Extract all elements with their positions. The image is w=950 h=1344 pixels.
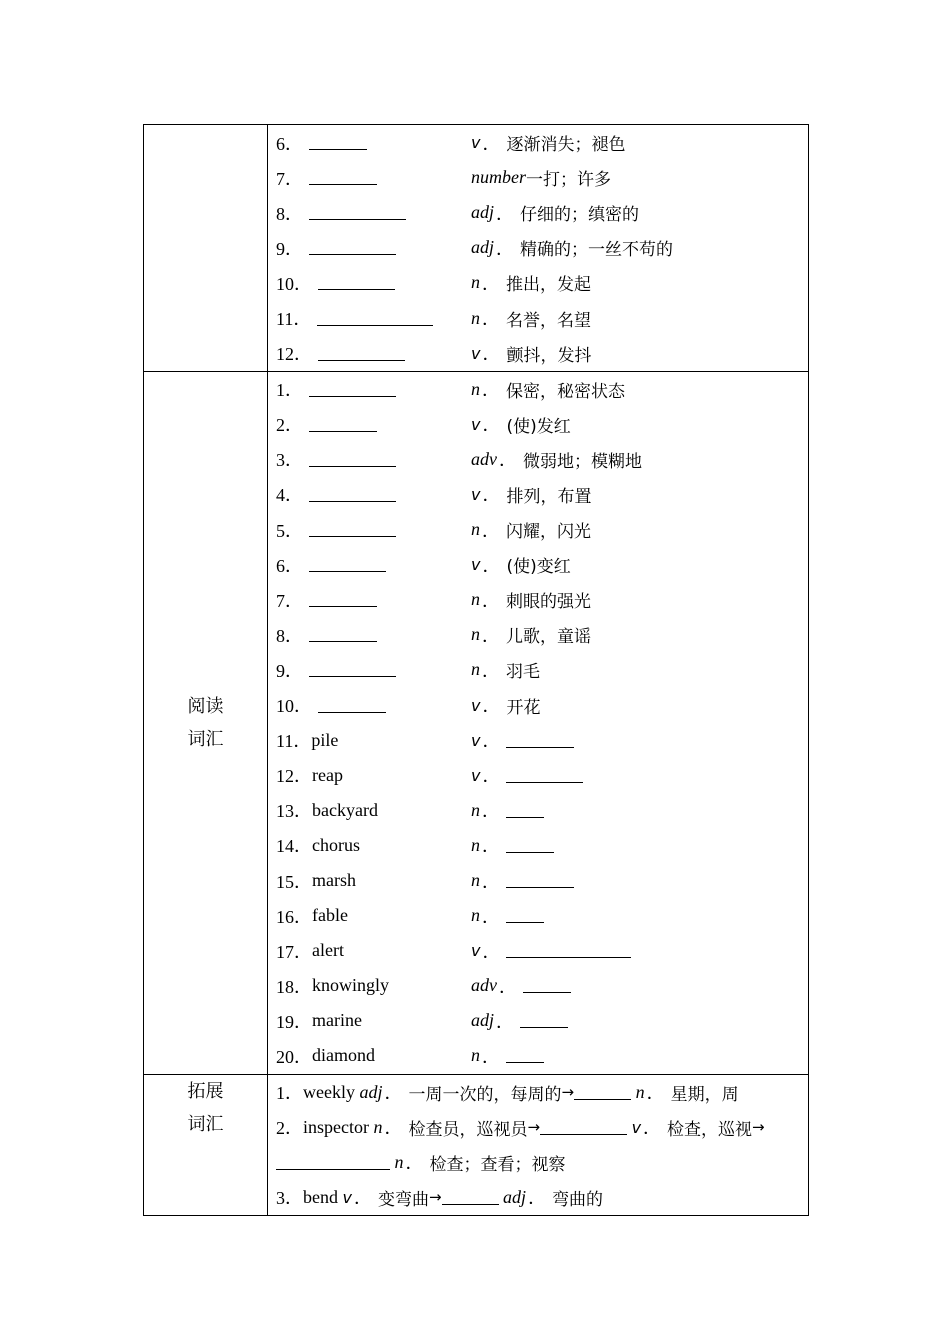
- pos-label: n: [471, 378, 480, 399]
- answer-blank[interactable]: [506, 733, 574, 748]
- item-number: 12．: [276, 344, 312, 365]
- ext-line-2: 2． inspector n ． 检查员，巡视员 → v ． 检查，巡视 →: [276, 1110, 808, 1145]
- section-label: [144, 372, 268, 1074]
- item-word: bend: [303, 1186, 338, 1207]
- answer-blank[interactable]: [309, 240, 396, 255]
- answer-blank[interactable]: [318, 698, 386, 713]
- item-word: pile: [311, 729, 339, 750]
- word-cell: [276, 727, 471, 753]
- answer-blank[interactable]: [309, 557, 386, 572]
- word-cell: [276, 973, 471, 999]
- vocab-row: 13． backyard n ．: [276, 793, 808, 828]
- meaning: 变弯曲: [377, 1189, 429, 1210]
- arrow-icon: →: [428, 1188, 442, 1207]
- vocab-row: 7． n ． 刺眼的强光: [276, 582, 808, 617]
- answer-blank[interactable]: [309, 452, 396, 467]
- answer-blank[interactable]: [309, 205, 406, 220]
- answer-blank[interactable]: [309, 170, 377, 185]
- answer-blank[interactable]: [506, 943, 631, 958]
- meaning: 微弱地；模糊地: [523, 451, 642, 472]
- meaning: 一周一次的，每周的: [408, 1084, 562, 1105]
- item-number: 6．: [276, 555, 303, 576]
- item-number: 6．: [276, 133, 303, 154]
- item-word: marsh: [312, 870, 356, 891]
- word-cell: [276, 517, 471, 543]
- pos-label: n: [471, 624, 480, 645]
- section-continued: [144, 125, 808, 371]
- meaning: 精确的；一丝不苟的: [520, 240, 674, 261]
- meaning: 检查，巡视: [667, 1119, 753, 1140]
- section-label: [144, 1075, 268, 1215]
- pos-label: adj: [503, 1186, 527, 1207]
- word-cell: [276, 657, 471, 683]
- item-word: knowingly: [312, 975, 390, 996]
- meaning: 闪耀，闪光: [506, 522, 591, 543]
- item-number: 3．: [276, 1188, 303, 1209]
- pos-label: adj: [471, 237, 495, 258]
- item-word: diamond: [312, 1045, 375, 1066]
- pos-label: n: [394, 1151, 404, 1172]
- pos-label: n: [471, 799, 480, 820]
- label-line: 拓展: [187, 1080, 224, 1102]
- item-number: 9．: [276, 660, 303, 681]
- pos-label: n: [471, 272, 480, 293]
- word-cell: [276, 552, 471, 578]
- vocab-row: 1． n ． 保密，秘密状态: [276, 372, 808, 407]
- vocab-row: 9． adj ． 精确的；一丝不苟的: [276, 230, 808, 265]
- section-extended-vocab: [144, 1074, 808, 1215]
- ext-line-4: 3． bend v ． 变弯曲 → adj ． 弯曲的: [276, 1180, 808, 1215]
- item-word: alert: [312, 940, 344, 961]
- item-number: 15．: [276, 871, 312, 892]
- item-number: 3．: [276, 450, 303, 471]
- pos-label: v: [342, 1187, 352, 1207]
- item-number: 13．: [276, 801, 312, 822]
- word-cell: [276, 938, 471, 964]
- vocab-row: [276, 160, 808, 195]
- pos-label: v: [471, 133, 481, 153]
- answer-blank[interactable]: [540, 1120, 627, 1135]
- word-cell: [276, 305, 471, 331]
- pos-label: v: [631, 1117, 642, 1137]
- word-cell: [276, 797, 471, 823]
- vocab-row: 8． adj ． 仔细的；缜密的: [276, 195, 808, 230]
- item-number: 4．: [276, 485, 303, 506]
- item-word: marine: [312, 1010, 362, 1031]
- meaning: 颤抖，发抖: [506, 345, 592, 366]
- pos-label: v: [471, 484, 481, 504]
- item-word: reap: [312, 764, 343, 785]
- vocab-row: 11． n ． 名誉，名望: [276, 300, 808, 335]
- pos-label: n: [471, 834, 480, 855]
- item-number: 7．: [276, 168, 303, 189]
- word-cell: [276, 270, 471, 296]
- vocab-row: 11． pile v ．: [276, 723, 808, 758]
- meaning: 弯曲的: [552, 1189, 604, 1210]
- item-word: backyard: [312, 799, 378, 820]
- vocab-row: 5． n ． 闪耀，闪光: [276, 512, 808, 547]
- answer-blank[interactable]: [309, 522, 396, 537]
- word-cell: [276, 868, 471, 894]
- answer-blank[interactable]: [309, 592, 377, 607]
- item-number: 18．: [276, 976, 312, 997]
- meaning: 推出，发起: [506, 275, 591, 296]
- meaning: 名誉，名望: [506, 310, 591, 331]
- pos-label: v: [471, 414, 481, 434]
- pos-label: v: [471, 343, 481, 363]
- answer-blank[interactable]: [520, 1013, 568, 1028]
- item-number: 19．: [276, 1011, 312, 1032]
- item-word: fable: [312, 905, 348, 926]
- item-number: 8．: [276, 625, 303, 646]
- word-cell: [276, 165, 471, 191]
- word-cell: [276, 1008, 471, 1034]
- word-cell: [276, 692, 471, 718]
- answer-blank[interactable]: [506, 768, 583, 783]
- word-cell: [276, 130, 471, 156]
- label-line: 阅读: [187, 695, 224, 717]
- item-number: 8．: [276, 203, 303, 224]
- meaning: 检查；查看；视察: [429, 1154, 566, 1175]
- meaning: 羽毛: [506, 662, 540, 683]
- item-number: 14．: [276, 836, 312, 857]
- vocab-row: 10． v ． 开花: [276, 688, 808, 723]
- word-cell: [276, 903, 471, 929]
- answer-blank[interactable]: [309, 135, 367, 150]
- vocab-row: 12． v ． 颤抖，发抖: [276, 336, 808, 371]
- item-number: 1．: [276, 380, 303, 401]
- meaning: 排列，布置: [506, 486, 592, 507]
- arrow-icon: →: [752, 1118, 765, 1137]
- vocab-row: 9． n ． 羽毛: [276, 652, 808, 687]
- arrow-icon: →: [561, 1083, 575, 1102]
- word-cell: [276, 1043, 471, 1069]
- answer-blank[interactable]: [309, 627, 377, 642]
- item-number: 20．: [276, 1046, 312, 1067]
- word-cell: [276, 411, 471, 437]
- meaning: 刺眼的强光: [506, 592, 591, 613]
- vocab-row: 18． knowingly adv ．: [276, 968, 808, 1003]
- pos-label: number: [471, 167, 526, 188]
- meaning: 检查员，巡视员: [408, 1119, 528, 1140]
- pos-label: n: [471, 589, 480, 610]
- pos-label: adj: [471, 1010, 495, 1031]
- meaning: 星期，周: [670, 1084, 739, 1105]
- vocab-row: 6． v ． 逐渐消失；褪色: [276, 125, 808, 160]
- item-word: chorus: [312, 834, 360, 855]
- vocab-table: [143, 124, 809, 1216]
- meaning: 逐渐消失；褪色: [506, 135, 626, 156]
- answer-blank[interactable]: [318, 346, 405, 361]
- vocab-row: 17． alert v ．: [276, 933, 808, 968]
- vocab-row: 12． reap v ．: [276, 758, 808, 793]
- item-number: 1．: [276, 1083, 303, 1104]
- pos-label: adv: [471, 448, 497, 469]
- vocab-row: 4． v ． 排列，布置: [276, 477, 808, 512]
- meaning: 开花: [506, 697, 541, 718]
- word-cell: [276, 200, 471, 226]
- answer-blank[interactable]: [309, 487, 396, 502]
- vocab-row: 19． marine adj ．: [276, 1003, 808, 1038]
- word-cell: [276, 446, 471, 472]
- item-number: 11．: [276, 731, 312, 752]
- pos-label: n: [471, 307, 480, 328]
- vocab-row: 15． marsh n ．: [276, 863, 808, 898]
- section-reading-vocab: [144, 371, 808, 1074]
- answer-blank[interactable]: [506, 838, 554, 853]
- meaning: 一打；许多: [526, 170, 611, 191]
- label-line: 词汇: [187, 1113, 224, 1135]
- word-cell: [276, 481, 471, 507]
- section-content: [268, 125, 808, 371]
- word-cell: [276, 587, 471, 613]
- pos-label: v: [471, 555, 481, 575]
- answer-blank[interactable]: [506, 873, 574, 888]
- pos-label: n: [471, 519, 480, 540]
- item-number: 2．: [276, 1118, 303, 1139]
- pos-label: v: [471, 695, 481, 715]
- pos-label: adj: [471, 202, 495, 223]
- word-cell: [276, 235, 471, 261]
- item-number: 16．: [276, 906, 312, 927]
- item-number: 17．: [276, 941, 312, 962]
- word-cell: [276, 762, 471, 788]
- answer-blank[interactable]: [523, 978, 571, 993]
- word-cell: [276, 340, 471, 366]
- vocab-row: 6． v ． (使)变红: [276, 547, 808, 582]
- pos-label: n: [471, 870, 480, 891]
- answer-blank[interactable]: [506, 908, 544, 923]
- meaning: (使)变红: [506, 557, 571, 578]
- word-cell: [276, 832, 471, 858]
- vocab-row: 10． n ． 推出，发起: [276, 265, 808, 300]
- label-line: 词汇: [187, 728, 224, 750]
- meaning: 保密，秘密状态: [506, 381, 625, 402]
- pos-label: n: [373, 1116, 383, 1137]
- item-number: 10．: [276, 696, 312, 717]
- vocab-row: 8． n ． 儿歌，童谣: [276, 617, 808, 652]
- pos-label: v: [471, 941, 481, 961]
- answer-blank[interactable]: [442, 1190, 499, 1205]
- pos-label: n: [635, 1081, 645, 1102]
- answer-blank[interactable]: [506, 1048, 544, 1063]
- section-content: [268, 1075, 808, 1215]
- pos-label: adj: [359, 1081, 383, 1102]
- answer-blank[interactable]: [276, 1155, 390, 1170]
- item-number: 9．: [276, 238, 303, 259]
- item-number: 5．: [276, 520, 303, 541]
- answer-blank[interactable]: [318, 275, 395, 290]
- pos-label: v: [471, 730, 481, 750]
- word-cell: [276, 622, 471, 648]
- section-content: [268, 372, 808, 1074]
- pos-label: n: [471, 905, 480, 926]
- vocab-row: 16． fable n ．: [276, 898, 808, 933]
- pos-label: v: [471, 765, 481, 785]
- answer-blank[interactable]: [309, 382, 396, 397]
- vocab-row: 2． v ． (使)发红: [276, 407, 808, 442]
- meaning: 儿歌，童谣: [506, 627, 591, 648]
- item-word: weekly: [303, 1081, 355, 1102]
- vocab-row: 20． diamond n ．: [276, 1038, 808, 1073]
- item-number: 7．: [276, 590, 303, 611]
- vocab-row: 3． adv ． 微弱地；模糊地: [276, 442, 808, 477]
- answer-blank[interactable]: [309, 662, 396, 677]
- answer-blank[interactable]: [317, 311, 433, 326]
- meaning: 仔细的；缜密的: [520, 205, 640, 226]
- meaning: (使)发红: [506, 416, 571, 437]
- item-number: 12．: [276, 766, 312, 787]
- pos-label: adv: [471, 975, 497, 996]
- item-number: 10．: [276, 273, 312, 294]
- item-word: inspector: [303, 1116, 369, 1137]
- answer-blank[interactable]: [309, 417, 377, 432]
- word-cell: [276, 376, 471, 402]
- ext-line-3: n ． 检查；查看；视察: [276, 1145, 808, 1180]
- item-number: 11．: [276, 309, 312, 330]
- answer-blank[interactable]: [574, 1085, 631, 1100]
- ext-line-1: 1． weekly adj ． 一周一次的，每周的 → n ． 星期，周: [276, 1075, 808, 1110]
- vocab-row: 14． chorus n ．: [276, 828, 808, 863]
- pos-label: n: [471, 1045, 480, 1066]
- arrow-icon: →: [527, 1118, 541, 1137]
- answer-blank[interactable]: [506, 803, 544, 818]
- pos-label: n: [471, 659, 480, 680]
- item-number: 2．: [276, 415, 303, 436]
- section-label: [144, 125, 268, 371]
